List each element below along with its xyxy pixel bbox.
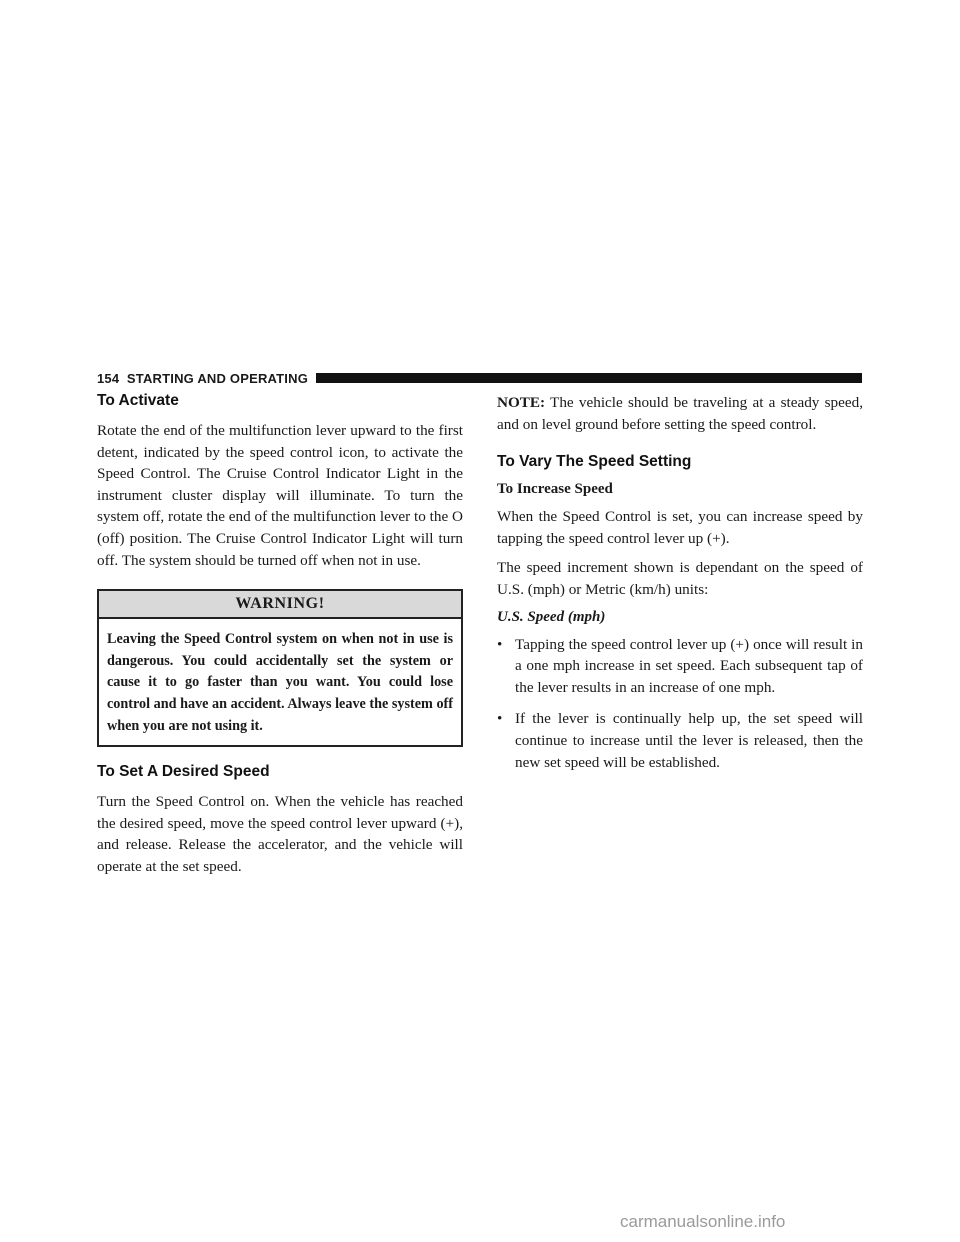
warning-text: Leaving the Speed Control system on when not in use is dangerous. You could accidentally set the system or cause it to go faster than you want. You could lose control and have an accident. Always leave the system off when you are not using it. (107, 631, 453, 734)
set-speed-paragraph: Turn the Speed Control on. When the vehicle has reached the desired speed, move the speed control lever upward (+), and release. Release the accelerator, and the vehicle will operate at the set speed. (97, 793, 463, 875)
header-rule (316, 373, 862, 383)
heading-increase-speed: To Increase Speed (497, 481, 613, 498)
left-column (97, 392, 463, 886)
list-item-text: Tapping the speed control lever up (+) once will result in a one mph increase in set speed. Each subsequent tap of the lever results in an increase of one mph. (515, 635, 863, 696)
increment-paragraph: The speed increment shown is dependant on the speed of U.S. (mph) or Metric (km/h) units: (497, 559, 863, 598)
header-label (97, 371, 316, 386)
bullet-icon: • (497, 710, 503, 728)
page-header (97, 369, 862, 387)
activate-paragraph: Rotate the end of the multifunction lever upward to the first detent, indicated by the speed control icon, to activate the Speed Control. The Cruise Control Indicator Light in the instrument cluster display will illuminate. To turn the system off, rotate the end of the multifunction lever to the O (off) position. The Cruise Control Indicator Light will turn off. The system should be turned off when not in use. (97, 422, 463, 569)
us-speed-list (497, 634, 863, 774)
list-item (497, 708, 863, 773)
warning-title: WARNING! (99, 591, 461, 619)
note-text: The vehicle should be traveling at a steady speed, and on level ground before setting the speed control. (497, 394, 863, 433)
page-number: 154 (97, 370, 120, 386)
heading-to-activate: To Activate (97, 392, 179, 409)
warning-box (97, 589, 463, 747)
note-label: NOTE: (497, 394, 546, 411)
heading-vary-speed: To Vary The Speed Setting (497, 453, 692, 471)
watermark: carmanualsonline.info (620, 1212, 786, 1231)
list-item (497, 634, 863, 699)
heading-set-speed: To Set A Desired Speed (97, 763, 270, 781)
list-item-text: If the lever is continually help up, the set speed will continue to increase until the lever is released, then the new set speed will be established. (515, 710, 863, 771)
note-paragraph (497, 392, 863, 435)
section-title: STARTING AND OPERATING (126, 370, 309, 386)
right-column (497, 392, 863, 783)
heading-us-speed: U.S. Speed (mph) (497, 608, 606, 625)
bullet-icon: • (497, 635, 503, 653)
increase-paragraph: When the Speed Control is set, you can increase speed by tapping the speed control lever up (+). (497, 508, 863, 547)
